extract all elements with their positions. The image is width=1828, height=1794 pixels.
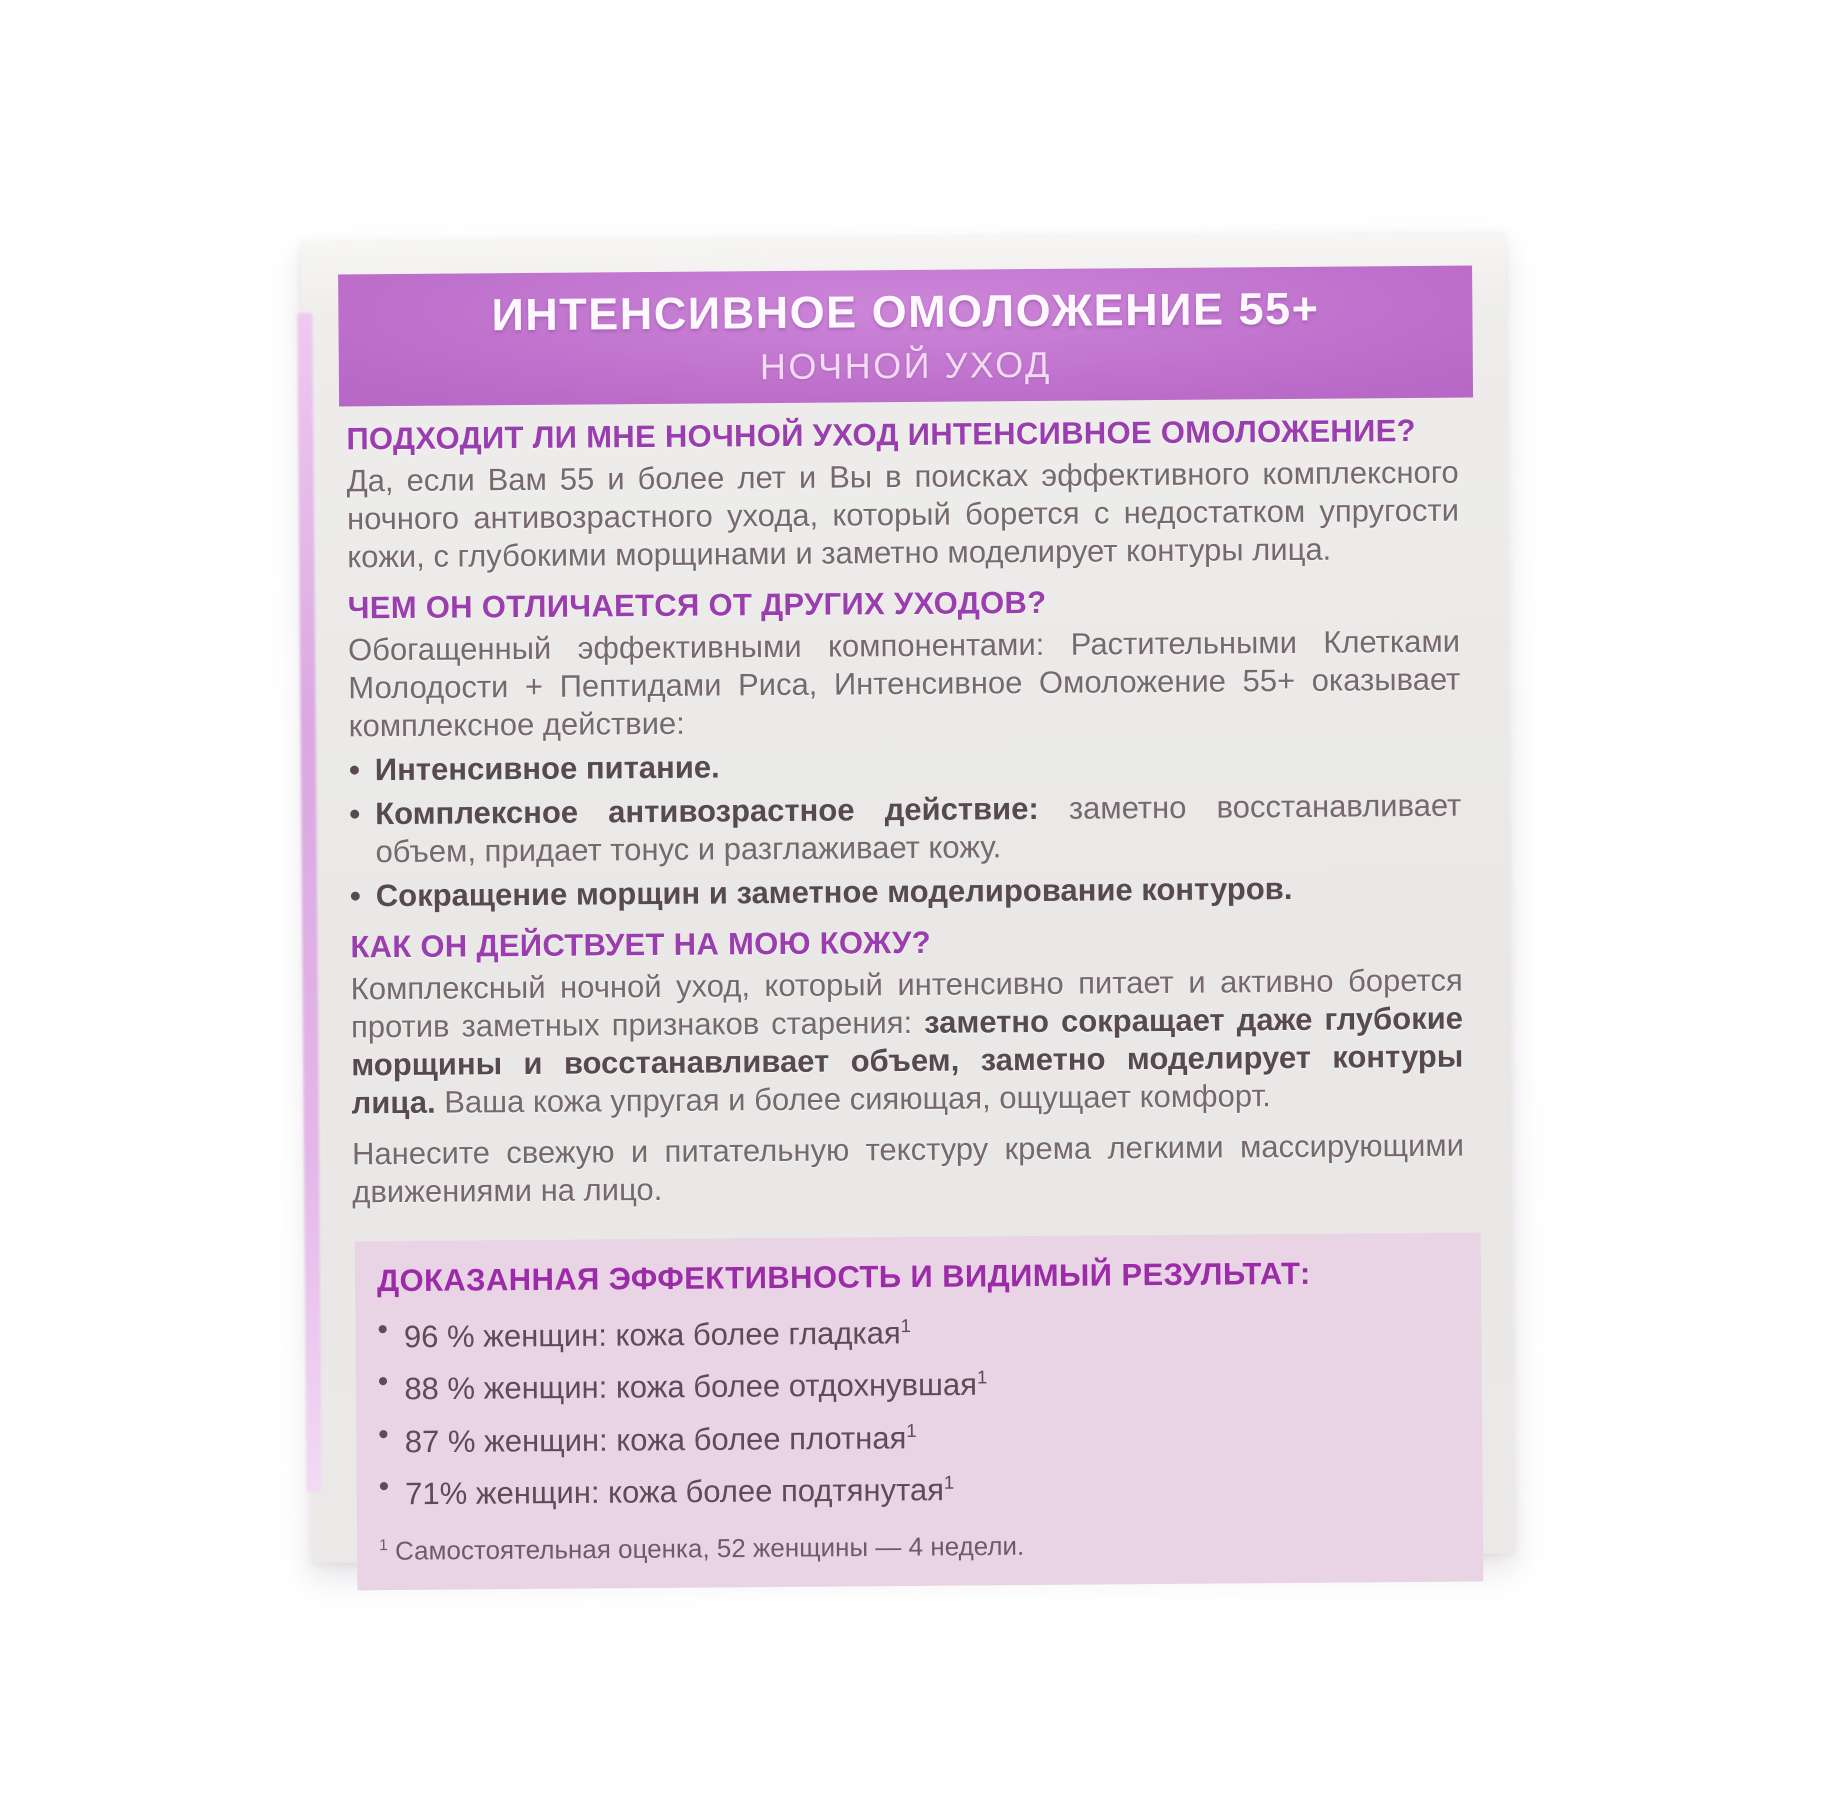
- paragraph-action: Комплексный ночной уход, который интенсивно питает и активно борется против заметных признаков старения: заметно сокращает даже глубокие морщины и восстанавливает объем, заметно моделирует контуры лица. Ваша кожа упругая и более сияющая, ощущает комфорт.: [350, 962, 1464, 1121]
- efficacy-item: [377, 1303, 1453, 1357]
- bullet-item: [349, 787, 1462, 872]
- product-title: ИНТЕНСИВНОЕ ОМОЛОЖЕНИЕ 55+: [491, 282, 1320, 340]
- bullet-dot: •: [349, 878, 361, 914]
- section-heading-action: КАК ОН ДЕЙСТВУЕТ НА МОЮ КОЖУ?: [350, 924, 932, 965]
- bullet-item: [350, 869, 1462, 916]
- bullet-item: [349, 743, 1461, 790]
- efficacy-item-text: 71% женщин: кожа более подтянутая$^1$: [405, 1471, 955, 1512]
- efficacy-item-text: 96 % женщин: кожа более гладкая$^1$: [403, 1314, 912, 1355]
- bullet-dot: •: [348, 752, 360, 788]
- efficacy-footnote: $^1$ Самостоятельная оценка, 52 женщины — 4 недели.: [379, 1531, 1025, 1567]
- bullet-text: Сокращение морщин и заметное моделирование контуров.: [375, 870, 1293, 914]
- efficacy-item: [378, 1407, 1454, 1461]
- product-box-back-panel: [301, 231, 1515, 1567]
- bullet-text: Интенсивное питание.: [374, 749, 720, 788]
- header-banner: [338, 266, 1473, 407]
- bullet-dot: •: [378, 1470, 390, 1504]
- efficacy-item: [378, 1460, 1454, 1514]
- efficacy-item-text: 88 % женщин: кожа более отдохнувшая$^1$: [404, 1366, 988, 1407]
- bullet-dot: •: [377, 1313, 389, 1347]
- paragraph-suitability: Да, если Вам 55 и более лет и Вы в поисках эффективного комплексного ночного антивозрастного ухода, который борется с недостатком упругости кожи, с глубокими морщинами и заметно моделирует контуры лица.: [346, 454, 1460, 575]
- efficacy-panel: [355, 1233, 1484, 1591]
- paragraph-application: Нанесите свежую и питательную текстуру крема легкими массирующими движениями на лицо.: [351, 1127, 1465, 1210]
- paragraph-difference: Обогащенный эффективными компонентами: Растительными Клетками Молодости + Пептидами Риса, Интенсивное Омоложение 55+ оказывает комплексное действие:: [347, 623, 1461, 744]
- product-subtitle: НОЧНОЙ УХОД: [759, 343, 1052, 387]
- bullet-dot: •: [349, 796, 361, 832]
- efficacy-list: [377, 1303, 1455, 1514]
- bullet-dot: •: [377, 1365, 389, 1399]
- benefits-bullet-list: [349, 743, 1462, 916]
- section-heading-difference: ЧЕМ ОН ОТЛИЧАЕТСЯ ОТ ДРУГИХ УХОДОВ?: [347, 584, 1047, 626]
- section-heading-suitability: ПОДХОДИТ ЛИ МНЕ НОЧНОЙ УХОД ИНТЕНСИВНОЕ ОМОЛОЖЕНИЕ?: [346, 412, 1416, 457]
- body-copy: [302, 412, 1512, 1211]
- efficacy-item-text: 87 % женщин: кожа более плотная$^1$: [404, 1419, 917, 1459]
- efficacy-item: [378, 1355, 1454, 1409]
- bullet-text: Комплексное антивозрастное действие: заметно восстанавливает объем, придает тонус и разглаживает кожу.: [375, 787, 1462, 870]
- bullet-dot: •: [378, 1417, 389, 1451]
- efficacy-heading: ДОКАЗАННАЯ ЭФФЕКТИВНОСТЬ И ВИДИМЫЙ РЕЗУЛЬТАТ:: [376, 1255, 1311, 1299]
